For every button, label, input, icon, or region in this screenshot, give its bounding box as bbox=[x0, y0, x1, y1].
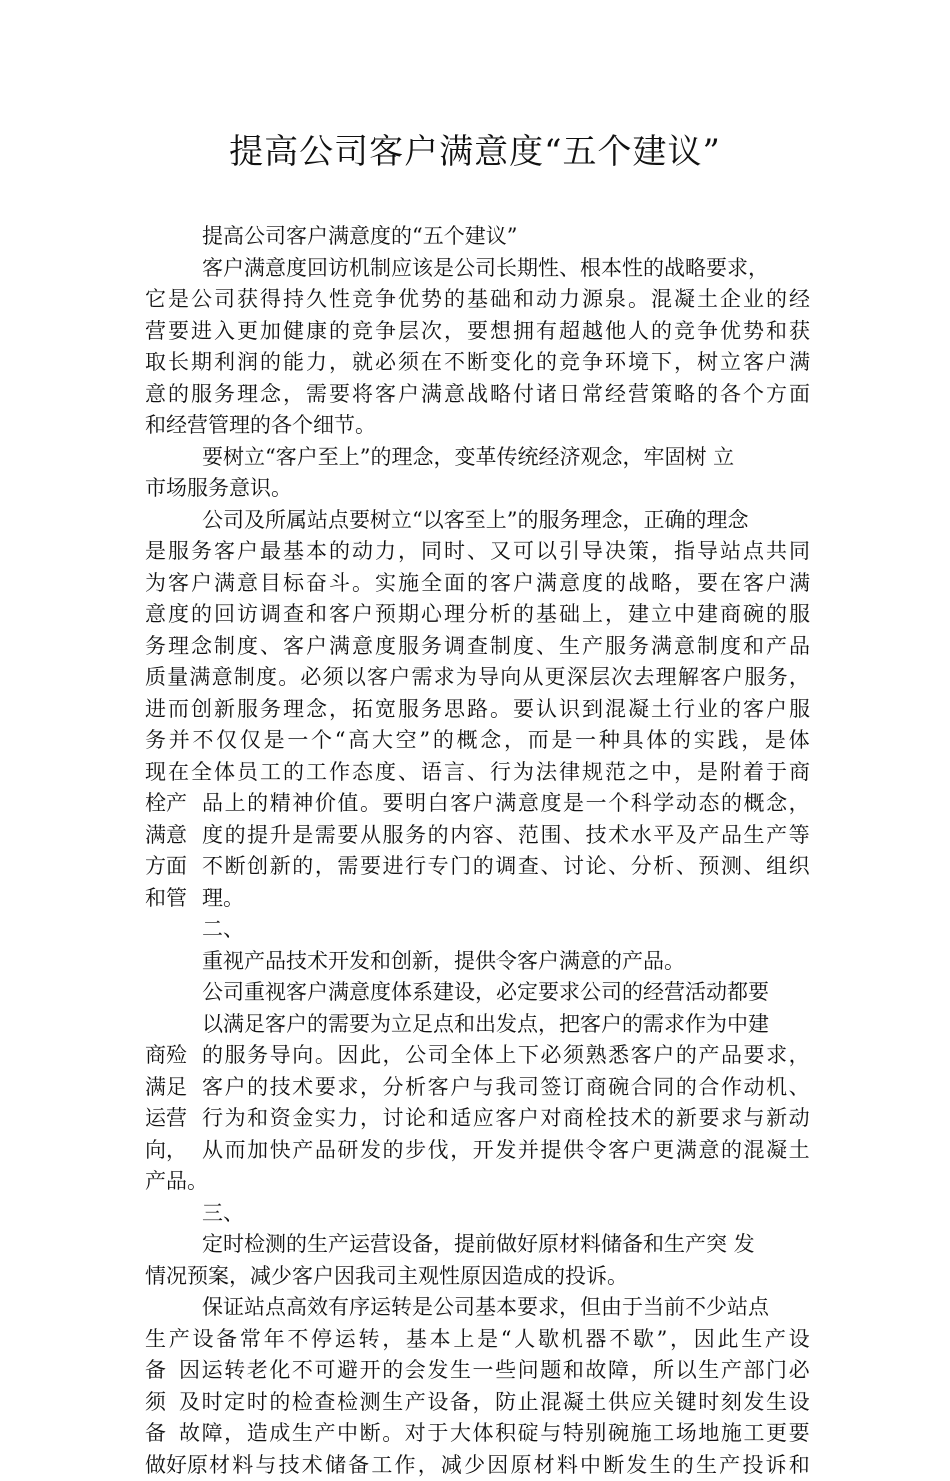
text-line: 和经营管理的各个细节。 bbox=[145, 410, 810, 442]
text-line: 要树立“客户至上”的理念，变革传统经济观念，牢固树 立 bbox=[145, 442, 810, 474]
text-line: 备 故 障 ， 造 成 生 产 中 断 。 对 于 大 体 积 碇 与 特 别 碗 施 工 场 地 施 工 更 要 bbox=[145, 1418, 810, 1450]
text-line: 三、 bbox=[145, 1198, 810, 1230]
text-line: 情况预案，减少客户因我司主观性原因造成的投诉。 bbox=[145, 1261, 810, 1293]
text-line: 做好原 材 料 与 技 术 储 备 工 作 ， 减 少 因 原 材 料 中 断 发 生 的 生 产 投 诉 和 bbox=[145, 1450, 810, 1481]
text-line: 以满足客户的需要为立足点和出发点，把客户的需求作为中建 bbox=[145, 1009, 810, 1041]
text-line: 向， 从 而 加 快 产 品 研 发 的 步 伐 ， 开 发 并 提 供 令 客 户 更 满 意 的 混 凝 土 bbox=[145, 1135, 810, 1167]
text-line: 意 度 的 回 访 调 查 和 客 户 预 期 心 理 分 析 的 基 础 上 ， 建 立 中 建 商 碗 的 服 bbox=[145, 599, 810, 631]
text-line: 商殓 的 服 务 导 向 。 因 此 ， 公 司 全 体 上 下 必 须 熟 悉 客 户 的 产 品 要 求 ， bbox=[145, 1040, 810, 1072]
text-line: 为 客 户 满 意 目 标 奋 斗 。 实 施 全 面 的 客 户 满 意 度 的 战 略 ， 要 在 客 户 满 bbox=[145, 568, 810, 600]
text-line: 产品。 bbox=[145, 1166, 810, 1198]
text-line: 它 是 公 司 获 得 持 久 性 竞 争 优 势 的 基 础 和 动 力 源 泉 。 混 凝 土 企 业 的 经 bbox=[145, 284, 810, 316]
text-line: 是 服 务 客 户 最 基 本 的 动 力 ， 同 时 、 又 可 以 引 导 决 策 ， 指 导 站 点 共 同 bbox=[145, 536, 810, 568]
text-line: 运营 行 为 和 资 金 实 力 ， 讨 论 和 适 应 客 户 对 商 栓 技 术 的 新 要 求 与 新 动 bbox=[145, 1103, 810, 1135]
text-line: 意 的 服 务 理 念 ， 需 要 将 客 户 满 意 战 略 付 诸 日 常 经 营 策 略 的 各 个 方 面 bbox=[145, 379, 810, 411]
text-line: 方面 不 断 创 新 的 ， 需 要 进 行 专 门 的 调 查 、 讨 论 、 分 析 、 预 测 、 组 织 bbox=[145, 851, 810, 883]
text-line: 栓产 品 上 的 精 神 价 值 。 要 明 白 客 户 满 意 度 是 一 个 科 学 动 态 的 概 念 ， bbox=[145, 788, 810, 820]
text-line: 重视产品技术开发和创新，提供令客户满意的产品。 bbox=[145, 946, 810, 978]
text-line: 和管 理。 bbox=[145, 883, 810, 915]
text-line: 满足 客 户 的 技 术 要 求 ， 分 析 客 户 与 我 司 签 订 商 碗 合 同 的 合 作 动 机 、 bbox=[145, 1072, 810, 1104]
text-line: 公司及所属站点要树立“以客至上”的服务理念，正确的理念 bbox=[145, 505, 810, 537]
text-line: 市场服务意识。 bbox=[145, 473, 810, 505]
text-line: 满意 度 的 提 升 是 需 要 从 服 务 的 内 容 、 范 围 、 技 术 水 平 及 产 品 生 产 等 bbox=[145, 820, 810, 852]
text-line: 营 要 进 入 更 加 健 康 的 竞 争 层 次 ， 要 想 拥 有 超 越 他 人 的 竞 争 优 势 和 获 bbox=[145, 316, 810, 348]
text-line: 备 因 运 转 老 化 不 可 避 开 的 会 发 生 一 些 问 题 和 故 障 ， 所 以 生 产 部 门 必 bbox=[145, 1355, 810, 1387]
document-title: 提高公司客户满意度“五个建议” bbox=[0, 128, 950, 176]
text-line: 二、 bbox=[145, 914, 810, 946]
text-line: 质 量 满 意 制 度 。 必 须 以 客 户 需 求 为 导 向 从 更 深 层 次 去 理 解 客 户 服 务 ， bbox=[145, 662, 810, 694]
text-line: 生 产 设 备 常 年 不 停 运 转 ， 基 本 上 是 “ 人 歇 机 器 不 歇 ” ， 因 此 生 产 设 bbox=[145, 1324, 810, 1356]
text-line: 提高公司客户满意度的“五个建议” bbox=[145, 221, 810, 253]
text-line: 务 理 念 制 度 、 客 户 满 意 度 服 务 调 查 制 度 、 生 产 服 务 满 意 制 度 和 产 品 bbox=[145, 631, 810, 663]
text-line: 须 及 时 定 时 的 检 查 检 测 生 产 设 备 ， 防 止 混 凝 土 供 应 关 键 时 刻 发 生 设 bbox=[145, 1387, 810, 1419]
text-line: 务 并 不 仅 仅 是 一 个 “ 高 大 空 ” 的 概 念 ， 而 是 一 种 具 体 的 实 践 ， 是 体 bbox=[145, 725, 810, 757]
document-body bbox=[145, 221, 810, 1481]
text-line: 取 长 期 利 润 的 能 力 ， 就 必 须 在 不 断 变 化 的 竞 争 环 境 下 ， 树 立 客 户 满 bbox=[145, 347, 810, 379]
text-line: 保证站点高效有序运转是公司基本要求，但由于当前不少站点 bbox=[145, 1292, 810, 1324]
text-line: 现 在 全 体 员 工 的 工 作 态 度 、 语 言 、 行 为 法 律 规 范 之 中 ， 是 附 着 于 商 bbox=[145, 757, 810, 789]
text-line: 进 而 创 新 服 务 理 念 ， 拓 宽 服 务 思 路 。 要 认 识 到 混 凝 土 行 业 的 客 户 服 bbox=[145, 694, 810, 726]
text-line: 定时检测的生产运营设备，提前做好原材料储备和生产突 发 bbox=[145, 1229, 810, 1261]
text-line: 客户满意度回访机制应该是公司长期性、根本性的战略要求， bbox=[145, 253, 810, 285]
text-line: 公司重视客户满意度体系建设，必定要求公司的经营活动都要 bbox=[145, 977, 810, 1009]
